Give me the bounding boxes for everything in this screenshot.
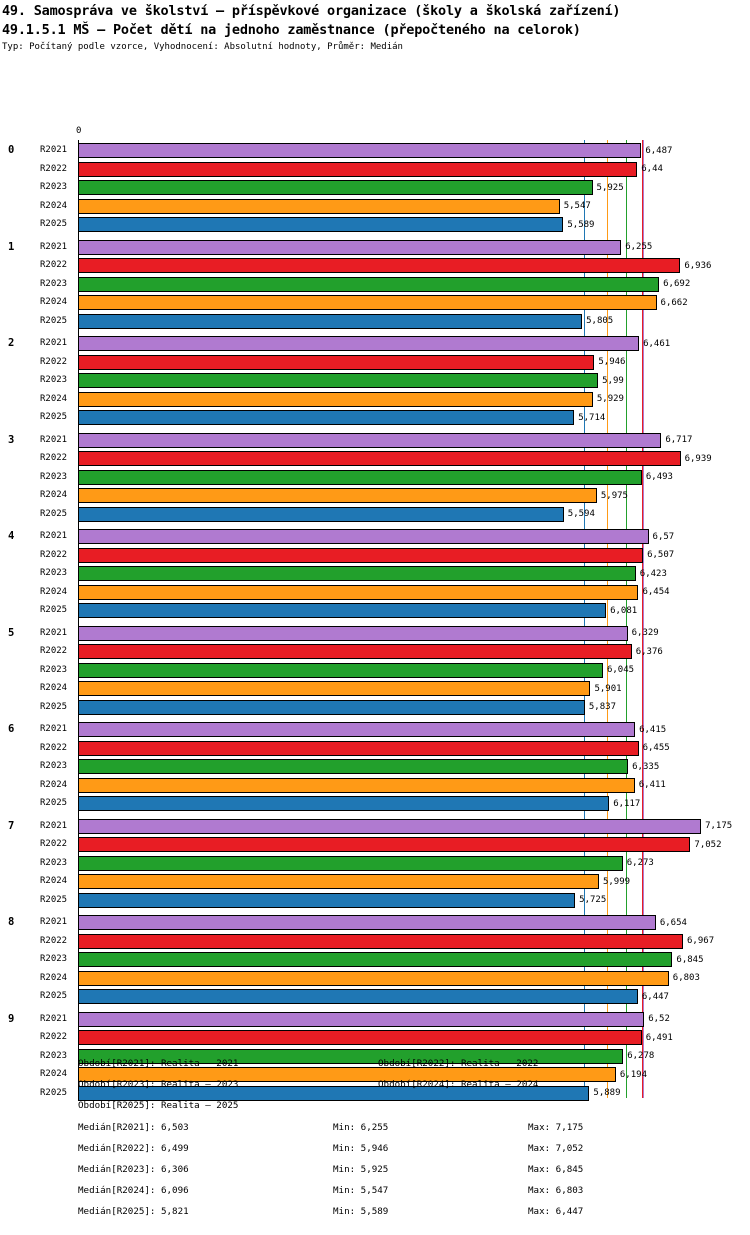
bar-value-label: 5,999: [602, 876, 631, 887]
bar-period-label: R2023: [40, 954, 68, 965]
bar-period-label: R2022: [40, 453, 68, 464]
bar-period-label: R2025: [40, 605, 68, 616]
bar-period-label: R2021: [40, 627, 68, 638]
bar[interactable]: [78, 392, 593, 407]
bar[interactable]: [78, 548, 643, 563]
bar[interactable]: [78, 217, 563, 232]
bar-period-label: R2024: [40, 1069, 68, 1080]
chart-statistics: [0, 1122, 750, 1227]
bar[interactable]: [78, 410, 574, 425]
bar-value-label: 7,052: [694, 839, 722, 850]
bar-value-label: 6,491: [645, 1032, 673, 1043]
bar-period-label: R2025: [40, 315, 68, 326]
group-index-label: 7: [8, 819, 15, 832]
bar[interactable]: [78, 585, 638, 600]
bar-value-label: 6,44: [641, 164, 663, 175]
min-value: Min: 5,589: [333, 1206, 389, 1217]
max-value: Max: 6,447: [528, 1206, 584, 1217]
bar-value-label: 6,692: [663, 279, 691, 290]
bar[interactable]: [78, 240, 621, 255]
bar-value-label: 7,175: [705, 821, 733, 831]
bar-value-label: 6,081: [610, 605, 638, 616]
bar[interactable]: [78, 1030, 642, 1045]
bar-value-label: 5,837: [588, 702, 616, 713]
bar-value-label: 6,52: [648, 1014, 670, 1024]
bar-period-label: R2024: [40, 876, 68, 887]
bar-value-label: 6,194: [619, 1069, 647, 1080]
bar-period-label: R2023: [40, 1050, 68, 1061]
bar-value-label: 6,255: [625, 242, 653, 252]
stats-row: [0, 1143, 750, 1164]
bar[interactable]: [78, 258, 680, 273]
bar[interactable]: [78, 488, 597, 503]
bar[interactable]: [78, 355, 594, 370]
bar-value-label: 6,845: [676, 954, 704, 965]
bar-period-label: R2024: [40, 297, 68, 308]
group-index-label: 3: [8, 433, 15, 446]
bar-value-label: 6,662: [660, 297, 688, 308]
axis-zero-label: 0: [76, 126, 82, 136]
bar-value-label: 6,717: [665, 435, 693, 445]
bar-period-label: R2023: [40, 568, 68, 579]
bar-value-label: 5,725: [579, 895, 607, 906]
bar-period-label: R2021: [40, 1013, 68, 1024]
bar[interactable]: [78, 971, 669, 986]
group-index-label: 1: [8, 240, 15, 253]
bar[interactable]: [78, 470, 642, 485]
bar-period-label: R2021: [40, 820, 68, 831]
bar[interactable]: [78, 336, 639, 351]
bar[interactable]: [78, 603, 606, 618]
group-index-label: 5: [8, 626, 15, 639]
legend-entry: Období[R2025]: Realita – 2025: [78, 1100, 239, 1111]
stats-row: [0, 1185, 750, 1206]
min-value: Min: 5,925: [333, 1164, 389, 1175]
bar-value-label: 6,493: [645, 472, 673, 483]
bar[interactable]: [78, 143, 641, 158]
stats-row: [0, 1164, 750, 1185]
bar[interactable]: [78, 934, 683, 949]
bar-value-label: 6,461: [643, 338, 671, 349]
bar[interactable]: [78, 700, 585, 715]
bar-period-label: R2023: [40, 375, 68, 386]
group-index-label: 8: [8, 916, 15, 928]
bar-value-label: 6,936: [684, 260, 712, 271]
bar-period-label: R2022: [40, 1032, 68, 1043]
bar[interactable]: [78, 1012, 644, 1027]
bar-value-label: 6,045: [606, 665, 635, 676]
bar[interactable]: [78, 626, 628, 641]
bar-value-label: 5,901: [594, 683, 622, 694]
bar-value-label: 6,376: [635, 646, 663, 657]
bar-value-label: 6,454: [642, 587, 670, 598]
legend-row: [0, 1079, 750, 1100]
bar-period-label: R2023: [40, 761, 68, 772]
bar-period-label: R2024: [40, 200, 68, 211]
legend-row: [0, 1058, 750, 1079]
bar[interactable]: [78, 295, 657, 310]
bar[interactable]: [78, 874, 599, 889]
bar-period-label: R2025: [40, 508, 68, 519]
bar-value-label: 6,411: [638, 780, 666, 791]
bar-value-label: 6,967: [687, 936, 715, 947]
bar-value-label: 6,329: [631, 628, 659, 638]
median-value: Medián[R2025]: 5,821: [78, 1206, 189, 1217]
bar-period-label: R2022: [40, 549, 68, 560]
bar[interactable]: [78, 663, 603, 678]
bar-value-label: 6,487: [645, 145, 673, 156]
bar-period-label: R2022: [40, 935, 68, 946]
min-value: Min: 5,946: [333, 1143, 389, 1154]
bar-period-label: R2025: [40, 798, 68, 809]
bar-period-label: R2025: [40, 701, 68, 712]
bar-value-label: 6,507: [647, 550, 675, 561]
bar[interactable]: [78, 180, 593, 195]
bar-period-label: R2025: [40, 1087, 68, 1098]
bar[interactable]: [78, 314, 582, 329]
bar-value-label: 6,455: [642, 743, 670, 754]
bar-value-label: 6,803: [672, 973, 700, 984]
bar-value-label: 5,99: [602, 375, 624, 386]
bar-value-label: 6,117: [613, 798, 641, 809]
bar[interactable]: [78, 893, 575, 908]
bar-period-label: R2021: [40, 531, 68, 541]
bar-period-label: R2023: [40, 471, 68, 482]
bar-value-label: 5,946: [598, 357, 626, 368]
bar-period-label: R2023: [40, 664, 68, 675]
bar-period-label: R2024: [40, 490, 68, 501]
max-value: Max: 7,052: [528, 1143, 584, 1154]
bar[interactable]: [78, 759, 628, 774]
bar[interactable]: [78, 162, 637, 177]
bar[interactable]: [78, 819, 701, 834]
bar[interactable]: [78, 837, 690, 852]
bar-period-label: R2022: [40, 260, 68, 271]
bar-value-label: 5,925: [596, 182, 624, 193]
bar-period-label: R2021: [40, 241, 68, 252]
bar-value-label: 5,589: [567, 219, 595, 230]
bar-period-label: R2023: [40, 278, 68, 289]
bar-period-label: R2024: [40, 586, 68, 597]
bar-period-label: R2022: [40, 163, 68, 174]
min-value: Min: 5,547: [333, 1185, 389, 1196]
report-title-line2: 49.1.5.1 MŠ – Počet dětí na jednoho zaměstnance (přepočteného na celorok): [2, 22, 581, 38]
bar[interactable]: [78, 433, 661, 448]
bar-value-label: 6,273: [626, 858, 654, 869]
bar-value-label: 6,423: [639, 568, 667, 579]
bar[interactable]: [78, 915, 656, 930]
bar[interactable]: [78, 451, 681, 466]
bar-period-label: R2022: [40, 646, 68, 657]
bar-period-label: R2024: [40, 972, 68, 983]
bar-period-label: R2021: [40, 724, 68, 734]
bar-value-label: 6,335: [632, 761, 660, 772]
group-index-label: 4: [8, 530, 15, 542]
max-value: Max: 6,845: [528, 1164, 584, 1175]
bar[interactable]: [78, 952, 672, 967]
group-index-label: 6: [8, 723, 15, 735]
bar-period-label: R2021: [40, 917, 68, 927]
bar-value-label: 6,57: [652, 531, 675, 542]
bar-value-label: 6,939: [684, 453, 712, 464]
bar-value-label: 6,415: [639, 724, 667, 735]
median-value: Medián[R2023]: 6,306: [78, 1164, 189, 1175]
bar[interactable]: [78, 722, 635, 737]
bar-value-label: 5,975: [600, 490, 628, 501]
bar-period-label: R2021: [40, 338, 68, 348]
bar-period-label: R2024: [40, 779, 68, 790]
legend-entry: Období[R2024]: Realita – 2024: [378, 1079, 539, 1090]
bar-period-label: R2025: [40, 219, 68, 230]
bar-period-label: R2021: [40, 145, 68, 155]
bar[interactable]: [78, 778, 635, 793]
bar[interactable]: [78, 681, 590, 696]
bar-period-label: R2025: [40, 991, 68, 1002]
max-value: Max: 6,803: [528, 1185, 584, 1196]
report-title-line1: 49. Samospráva ve školství – příspěvkové organizace (školy a školská zařízení): [2, 3, 621, 19]
bar-period-label: R2022: [40, 356, 68, 367]
median-value: Medián[R2024]: 6,096: [78, 1185, 189, 1196]
legend-entry: Období[R2022]: Realita – 2022: [378, 1058, 539, 1069]
median-value: Medián[R2022]: 6,499: [78, 1143, 189, 1154]
report-subtitle: Typ: Počítaný podle vzorce, Vyhodnocení: Absolutní hodnoty, Průměr: Medián: [2, 42, 403, 52]
legend-entry: Období[R2023]: Realita – 2023: [78, 1079, 239, 1090]
bar-value-label: 5,929: [596, 394, 624, 405]
bar-period-label: R2024: [40, 393, 68, 404]
bar[interactable]: [78, 741, 639, 756]
bar-value-label: 6,278: [627, 1051, 655, 1062]
stats-row: [0, 1122, 750, 1143]
median-value: Medián[R2021]: 6,503: [78, 1122, 189, 1133]
legend-row: [0, 1100, 750, 1121]
group-index-label: 0: [8, 144, 15, 156]
bar-period-label: R2025: [40, 894, 68, 905]
bar-period-label: R2023: [40, 857, 68, 868]
bar-value-label: 6,447: [641, 991, 669, 1002]
report-header: [0, 3, 750, 52]
stats-row: [0, 1206, 750, 1227]
bar[interactable]: [78, 566, 636, 581]
bar[interactable]: [78, 856, 623, 871]
bar-value-label: 5,547: [563, 201, 591, 212]
max-value: Max: 7,175: [528, 1122, 584, 1133]
legend-entry: Období[R2021]: Realita – 2021: [78, 1058, 239, 1069]
bar-value-label: 5,594: [567, 509, 595, 520]
bar[interactable]: [78, 989, 638, 1004]
group-index-label: 2: [8, 337, 15, 349]
bar[interactable]: [78, 373, 598, 388]
bar[interactable]: [78, 644, 632, 659]
group-index-label: 9: [8, 1012, 15, 1025]
bar[interactable]: [78, 277, 659, 292]
bar[interactable]: [78, 529, 649, 544]
bar-period-label: R2025: [40, 412, 68, 423]
bar-value-label: 5,889: [593, 1088, 621, 1099]
bar-period-label: R2024: [40, 683, 68, 694]
bar-value-label: 5,805: [586, 316, 614, 327]
bar-period-label: R2022: [40, 742, 68, 753]
bar-period-label: R2023: [40, 182, 68, 193]
bar[interactable]: [78, 507, 564, 522]
bar-period-label: R2022: [40, 839, 68, 850]
bar-value-label: 6,654: [659, 917, 687, 928]
chart-legend: [0, 1058, 750, 1121]
min-value: Min: 6,255: [333, 1122, 389, 1133]
bar[interactable]: [78, 796, 609, 811]
bar-value-label: 5,714: [578, 412, 606, 423]
bar[interactable]: [78, 199, 560, 214]
bar-period-label: R2021: [40, 434, 68, 445]
